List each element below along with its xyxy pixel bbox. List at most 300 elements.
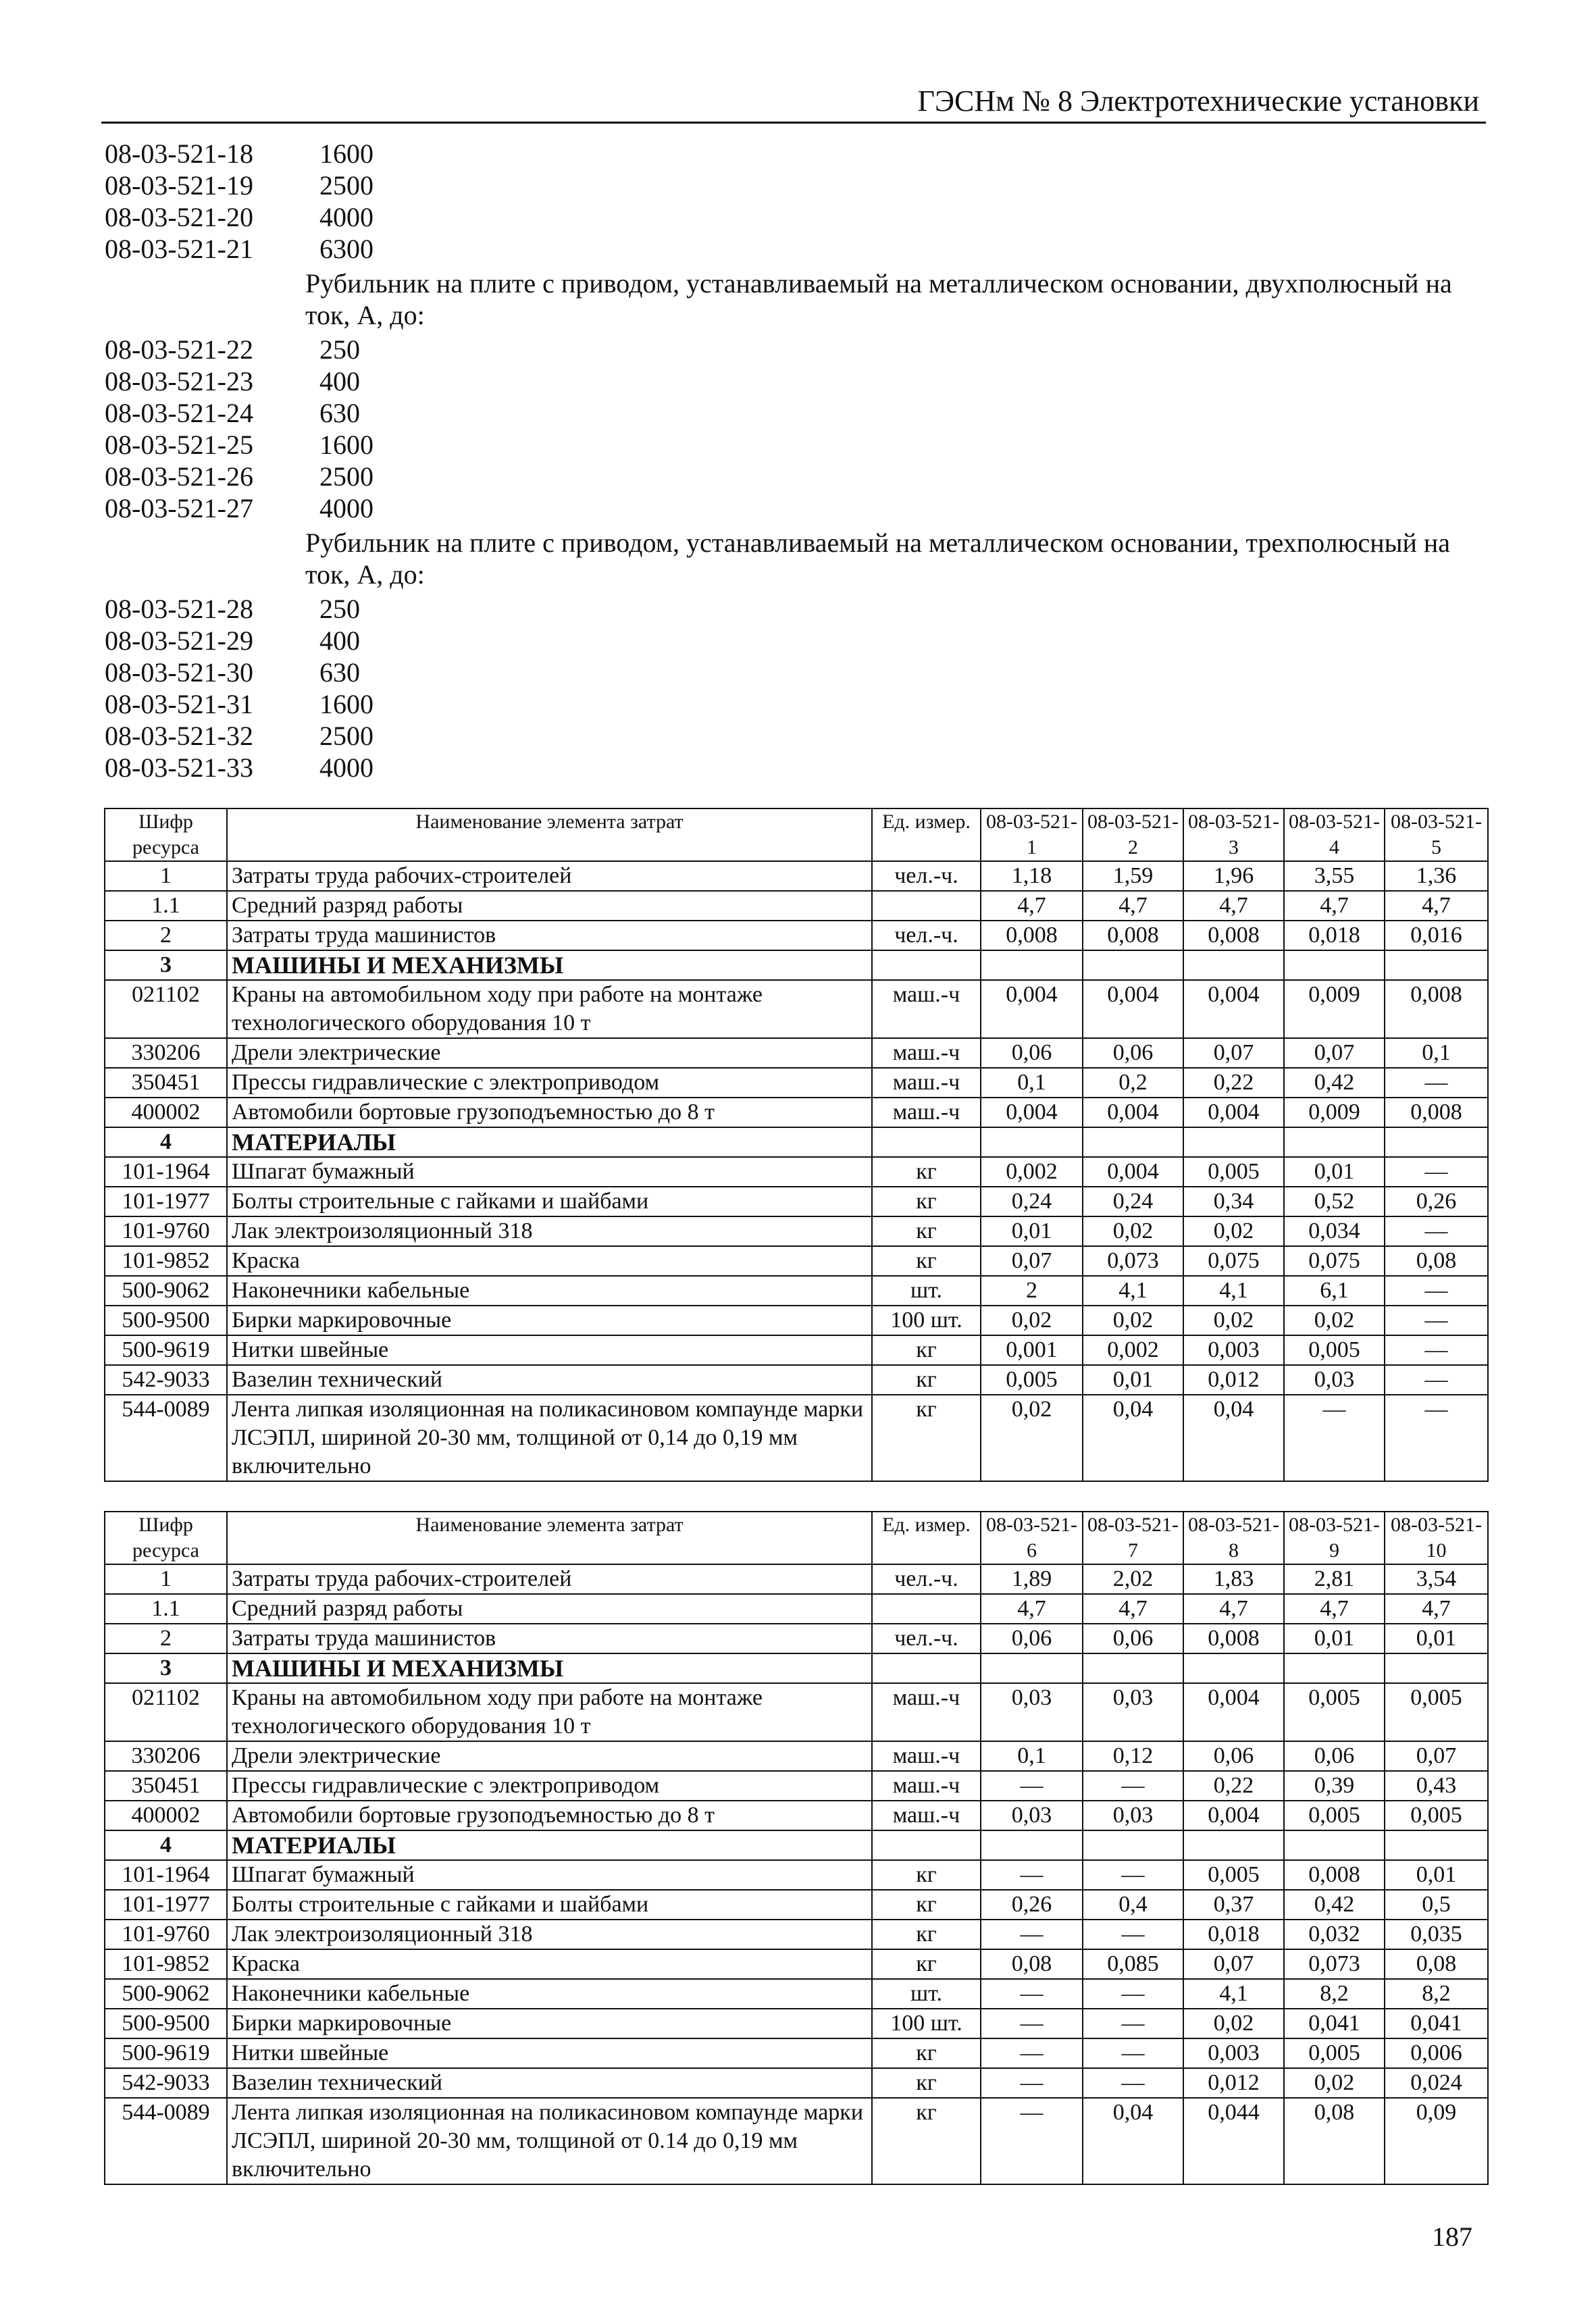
norm-value-cell: 0,002 — [981, 1157, 1083, 1187]
table-row — [105, 1860, 1488, 1890]
cost-element-cell: Бирки маркировочные — [227, 2009, 872, 2038]
norm-value-cell — [1385, 1653, 1488, 1683]
item-code: 08-03-521-22 — [105, 334, 253, 365]
cost-element-cell: Краны на автомобильном ходу при работе на монтаже технологического оборудования 10 т — [227, 1683, 872, 1741]
norm-value-cell: 0,002 — [1083, 1335, 1183, 1365]
unit-cell: маш.-ч — [872, 1741, 981, 1771]
norm-value-cell: 0,004 — [1183, 980, 1284, 1038]
cost-element-cell: Затраты труда рабочих-строителей — [227, 861, 872, 891]
table-row — [105, 1683, 1488, 1741]
cost-element-cell: Прессы гидравлические с электроприводом — [227, 1771, 872, 1801]
header-unit: Ед. измер. — [872, 1512, 981, 1564]
norm-value-cell: 0,005 — [1284, 1683, 1385, 1741]
list-item — [105, 334, 1489, 365]
item-value: 4000 — [319, 493, 374, 523]
norm-value-cell: — — [1083, 1920, 1183, 1949]
norm-value-cell: — — [981, 2038, 1083, 2068]
header-cost-element: Наименование элемента затрат — [227, 808, 872, 861]
item-code: 08-03-521-25 — [105, 430, 253, 460]
table-row — [105, 1216, 1488, 1246]
item-value: 1600 — [319, 689, 374, 719]
norm-value-cell: 0,04 — [1083, 1395, 1183, 1481]
table-row — [105, 1624, 1488, 1653]
cost-element-cell: МАТЕРИАЛЫ — [227, 1830, 872, 1860]
norm-value-cell: 4,7 — [1183, 891, 1284, 921]
table-section-row — [105, 950, 1488, 980]
list-item — [105, 688, 1489, 720]
norm-value-cell: 0,01 — [1284, 1157, 1385, 1187]
norm-value-cell: 0,5 — [1385, 1890, 1488, 1920]
unit-cell: кг — [872, 1365, 981, 1395]
norm-value-cell: 0,2 — [1083, 1068, 1183, 1098]
norm-value-cell: 0,01 — [1284, 1624, 1385, 1653]
list-item — [105, 657, 1489, 688]
unit-cell: кг — [872, 1395, 981, 1481]
norm-value-cell: 0,018 — [1183, 1920, 1284, 1949]
resource-code-cell: 500-9619 — [105, 1335, 227, 1365]
norm-value-cell — [1385, 950, 1488, 980]
item-value: 630 — [319, 398, 360, 428]
header-norm-5: 08-03-521-5 — [1385, 808, 1488, 861]
norm-value-cell: — — [981, 2098, 1083, 2184]
resource-code-cell: 101-9760 — [105, 1920, 227, 1949]
norm-value-cell: 0,03 — [1083, 1683, 1183, 1741]
cost-element-cell: Затраты труда машинистов — [227, 1624, 872, 1653]
norm-value-cell: 0,005 — [981, 1365, 1083, 1395]
list-item — [105, 625, 1489, 657]
norm-value-cell: 1,89 — [981, 1564, 1083, 1594]
header-norm-4: 08-03-521-9 — [1284, 1512, 1385, 1564]
norm-value-cell: 2,02 — [1083, 1564, 1183, 1594]
norm-value-cell: 0,001 — [981, 1335, 1083, 1365]
norm-value-cell — [1284, 1653, 1385, 1683]
resource-code-cell: 400002 — [105, 1098, 227, 1127]
norm-value-cell: 0,24 — [981, 1187, 1083, 1216]
cost-element-cell: Средний разряд работы — [227, 1594, 872, 1624]
norm-value-cell: 0,03 — [1083, 1801, 1183, 1830]
table-section-row — [105, 1127, 1488, 1157]
cost-element-cell: Краны на автомобильном ходу при работе на монтаже технологического оборудования 10 т — [227, 980, 872, 1038]
norm-value-cell: 0,004 — [1083, 1157, 1183, 1187]
cost-table-1 — [104, 808, 1489, 1482]
norm-value-cell: 0,044 — [1183, 2098, 1284, 2184]
norm-value-cell — [1083, 1127, 1183, 1157]
norm-value-cell: 4,1 — [1183, 1276, 1284, 1306]
norm-value-cell: — — [1385, 1276, 1488, 1306]
unit-cell: кг — [872, 1890, 981, 1920]
item-value: 400 — [319, 366, 360, 396]
table-row — [105, 1038, 1488, 1068]
cost-table-2 — [104, 1511, 1489, 2185]
norm-value-cell: — — [1083, 1979, 1183, 2009]
norm-value-cell: 4,1 — [1083, 1276, 1183, 1306]
item-value: 1600 — [319, 138, 374, 169]
norm-value-cell: — — [1083, 2009, 1183, 2038]
resource-code-cell: 101-9852 — [105, 1246, 227, 1276]
resource-code-cell: 1 — [105, 1564, 227, 1594]
norm-value-cell: 0,009 — [1284, 980, 1385, 1038]
norm-value-cell — [981, 1830, 1083, 1860]
norm-value-cell: — — [981, 2068, 1083, 2098]
norm-value-cell: — — [1385, 1306, 1488, 1335]
cost-element-cell: Автомобили бортовые грузоподъемностью до 8 т — [227, 1098, 872, 1127]
unit-cell: маш.-ч — [872, 1098, 981, 1127]
unit-cell: чел.-ч. — [872, 1624, 981, 1653]
norm-value-cell — [1183, 950, 1284, 980]
norm-value-cell: 0,02 — [1284, 2068, 1385, 2098]
norm-value-cell: 0,02 — [1083, 1216, 1183, 1246]
header-norm-1: 08-03-521-1 — [981, 808, 1083, 861]
norm-value-cell — [1385, 1830, 1488, 1860]
norm-value-cell: 3,54 — [1385, 1564, 1488, 1594]
table-row — [105, 1741, 1488, 1771]
norm-value-cell: 0,005 — [1284, 2038, 1385, 2068]
resource-code-cell: 2 — [105, 1624, 227, 1653]
resource-code-cell: 101-1964 — [105, 1860, 227, 1890]
resource-code-cell: 021102 — [105, 980, 227, 1038]
norm-value-cell: 0,07 — [1183, 1038, 1284, 1068]
unit-cell: кг — [872, 1246, 981, 1276]
table-row — [105, 1979, 1488, 2009]
norm-value-cell: 0,008 — [1284, 1860, 1385, 1890]
item-code: 08-03-521-29 — [105, 625, 253, 656]
table-row — [105, 1890, 1488, 1920]
resource-code-cell: 544-0089 — [105, 2098, 227, 2184]
item-code: 08-03-521-19 — [105, 170, 253, 201]
norm-value-cell: 0,008 — [1183, 1624, 1284, 1653]
header-norm-2: 08-03-521-2 — [1083, 808, 1183, 861]
table-row — [105, 1920, 1488, 1949]
item-value: 4000 — [319, 202, 374, 232]
table-row — [105, 2009, 1488, 2038]
norm-value-cell: 2,81 — [1284, 1564, 1385, 1594]
list-item — [105, 752, 1489, 783]
resource-code-cell: 500-9619 — [105, 2038, 227, 2068]
norm-value-cell: 0,005 — [1385, 1801, 1488, 1830]
list-item — [105, 492, 1489, 524]
item-code: 08-03-521-27 — [105, 493, 253, 523]
norm-value-cell — [1284, 1830, 1385, 1860]
group-description: Рубильник на плите с приводом, устанавливаемый на металлическом основании, трехполюсный на ток, А, до: — [305, 528, 1451, 590]
norm-value-cell: 0,018 — [1284, 921, 1385, 950]
unit-cell — [872, 1127, 981, 1157]
norm-value-cell: — — [1385, 1068, 1488, 1098]
table-row — [105, 1949, 1488, 1979]
norm-value-cell — [1385, 1127, 1488, 1157]
resource-code-cell: 500-9500 — [105, 1306, 227, 1335]
norm-value-cell — [1183, 1830, 1284, 1860]
norm-value-cell: 0,24 — [1083, 1187, 1183, 1216]
list-item — [105, 720, 1489, 752]
norm-value-cell: 0,06 — [1183, 1741, 1284, 1771]
resource-code-cell: 2 — [105, 921, 227, 950]
header-norm-1: 08-03-521-6 — [981, 1512, 1083, 1564]
norm-value-cell: 0,073 — [1083, 1246, 1183, 1276]
item-code: 08-03-521-24 — [105, 398, 253, 428]
norm-value-cell: 6,1 — [1284, 1276, 1385, 1306]
resource-code-cell: 101-9760 — [105, 1216, 227, 1246]
norm-value-cell: — — [981, 1920, 1083, 1949]
item-code: 08-03-521-33 — [105, 752, 253, 783]
table-row — [105, 2038, 1488, 2068]
norm-value-cell: 4,1 — [1183, 1979, 1284, 2009]
norm-value-cell: 1,83 — [1183, 1564, 1284, 1594]
norm-value-cell: — — [1385, 1335, 1488, 1365]
cost-element-cell: Затраты труда машинистов — [227, 921, 872, 950]
list-item — [105, 201, 1489, 233]
unit-cell: кг — [872, 1187, 981, 1216]
norm-value-cell — [1083, 1653, 1183, 1683]
norm-value-cell: 0,012 — [1183, 2068, 1284, 2098]
cost-element-cell: Нитки швейные — [227, 2038, 872, 2068]
norm-value-cell: 4,7 — [981, 891, 1083, 921]
header-norm-3: 08-03-521-3 — [1183, 808, 1284, 861]
table-section-row — [105, 1653, 1488, 1683]
table-row — [105, 1365, 1488, 1395]
item-code: 08-03-521-30 — [105, 657, 253, 688]
unit-cell: маш.-ч — [872, 980, 981, 1038]
norm-value-cell: 0,02 — [981, 1306, 1083, 1335]
norm-value-cell: 0,02 — [1183, 1216, 1284, 1246]
unit-cell: кг — [872, 2068, 981, 2098]
norm-value-cell: 0,22 — [1183, 1068, 1284, 1098]
table-row — [105, 1157, 1488, 1187]
norm-value-cell: 0,016 — [1385, 921, 1488, 950]
norm-value-cell: 0,08 — [1385, 1246, 1488, 1276]
unit-cell: кг — [872, 1920, 981, 1949]
norm-value-cell: 4,7 — [1284, 891, 1385, 921]
norm-value-cell: 0,1 — [981, 1068, 1083, 1098]
norm-value-cell: — — [1385, 1157, 1488, 1187]
table-row — [105, 980, 1488, 1038]
unit-cell: маш.-ч — [872, 1068, 981, 1098]
norm-value-cell: 0,012 — [1183, 1365, 1284, 1395]
norm-value-cell: 0,03 — [981, 1683, 1083, 1741]
resource-code-cell: 542-9033 — [105, 1365, 227, 1395]
cost-element-cell: Затраты труда рабочих-строителей — [227, 1564, 872, 1594]
norm-value-cell: 4,7 — [981, 1594, 1083, 1624]
norm-value-cell: 0,43 — [1385, 1771, 1488, 1801]
norm-value-cell: 0,07 — [1385, 1741, 1488, 1771]
norm-value-cell: 0,09 — [1385, 2098, 1488, 2184]
cost-element-cell: Дрели электрические — [227, 1038, 872, 1068]
cost-element-cell: Бирки маркировочные — [227, 1306, 872, 1335]
cost-element-cell: Краска — [227, 1949, 872, 1979]
item-value: 2500 — [319, 721, 374, 751]
norm-value-cell: — — [981, 2009, 1083, 2038]
norm-value-cell: 1,59 — [1083, 861, 1183, 891]
norm-value-cell — [1284, 950, 1385, 980]
cost-element-cell: Наконечники кабельные — [227, 1276, 872, 1306]
cost-element-cell: Автомобили бортовые грузоподъемностью до 8 т — [227, 1801, 872, 1830]
cost-element-cell: МАШИНЫ И МЕХАНИЗМЫ — [227, 950, 872, 980]
header-resource-code: Шифр ресурса — [105, 808, 227, 861]
item-code: 08-03-521-23 — [105, 366, 253, 396]
cost-element-cell: Болты строительные с гайками и шайбами — [227, 1187, 872, 1216]
unit-cell — [872, 1594, 981, 1624]
unit-cell: чел.-ч. — [872, 921, 981, 950]
norm-value-cell: 4,7 — [1284, 1594, 1385, 1624]
table-row — [105, 2068, 1488, 2098]
table-row — [105, 1068, 1488, 1098]
item-value: 400 — [319, 625, 360, 656]
cost-element-cell: МАТЕРИАЛЫ — [227, 1127, 872, 1157]
item-value: 630 — [319, 657, 360, 688]
norm-value-cell: 0,004 — [1183, 1098, 1284, 1127]
norm-value-cell: 0,02 — [1284, 1306, 1385, 1335]
norm-value-cell: 0,39 — [1284, 1771, 1385, 1801]
norm-value-cell: 0,073 — [1284, 1949, 1385, 1979]
norm-value-cell: — — [981, 1860, 1083, 1890]
norm-value-cell: 1,18 — [981, 861, 1083, 891]
header-norm-3: 08-03-521-8 — [1183, 1512, 1284, 1564]
norm-value-cell: 0,06 — [1284, 1741, 1385, 1771]
norm-value-cell: 0,008 — [1385, 980, 1488, 1038]
unit-cell: кг — [872, 1216, 981, 1246]
header-norm-5: 08-03-521-10 — [1385, 1512, 1488, 1564]
norm-value-cell: 0,08 — [1385, 1949, 1488, 1979]
norm-value-cell: 0,075 — [1284, 1246, 1385, 1276]
resource-code-cell: 4 — [105, 1830, 227, 1860]
norm-value-cell: 0,004 — [981, 980, 1083, 1038]
norm-value-cell: — — [981, 1979, 1083, 2009]
table-row — [105, 1335, 1488, 1365]
norm-value-cell: 0,03 — [981, 1801, 1083, 1830]
norm-value-cell — [1083, 1830, 1183, 1860]
norm-value-cell: 0,1 — [1385, 1038, 1488, 1068]
table-row — [105, 921, 1488, 950]
header-cost-element: Наименование элемента затрат — [227, 1512, 872, 1564]
page-header — [101, 80, 1486, 124]
norm-value-cell — [981, 1653, 1083, 1683]
table-row — [105, 1306, 1488, 1335]
cost-element-cell: Болты строительные с гайками и шайбами — [227, 1890, 872, 1920]
unit-cell: 100 шт. — [872, 1306, 981, 1335]
norm-value-cell — [1183, 1653, 1284, 1683]
item-code: 08-03-521-26 — [105, 461, 253, 492]
norm-value-cell: 2 — [981, 1276, 1083, 1306]
resource-code-cell: 1.1 — [105, 891, 227, 921]
table-row — [105, 2098, 1488, 2184]
unit-cell: чел.-ч. — [872, 1564, 981, 1594]
resource-code-cell: 500-9500 — [105, 2009, 227, 2038]
unit-cell: 100 шт. — [872, 2009, 981, 2038]
unit-cell: кг — [872, 1335, 981, 1365]
resource-code-cell: 500-9062 — [105, 1979, 227, 2009]
item-value: 2500 — [319, 461, 374, 492]
norm-value-cell: — — [1385, 1365, 1488, 1395]
unit-cell: кг — [872, 2098, 981, 2184]
resource-code-cell: 1 — [105, 861, 227, 891]
unit-cell: маш.-ч — [872, 1771, 981, 1801]
norm-value-cell — [1183, 1127, 1284, 1157]
norm-value-cell: 0,07 — [981, 1246, 1083, 1276]
resource-code-cell: 350451 — [105, 1068, 227, 1098]
resource-code-cell: 542-9033 — [105, 2068, 227, 2098]
norm-value-cell: 0,01 — [1385, 1860, 1488, 1890]
norm-value-cell: — — [1385, 1216, 1488, 1246]
cost-element-cell: Средний разряд работы — [227, 891, 872, 921]
norm-value-cell: 0,22 — [1183, 1771, 1284, 1801]
item-value: 2500 — [319, 170, 374, 201]
item-code: 08-03-521-20 — [105, 202, 253, 232]
cost-element-cell: Лента липкая изоляционная на поликасиновом компаунде марки ЛСЭПЛ, шириной 20-30 мм, толщиной от 0,14 до 0,19 мм включительно — [227, 1395, 872, 1481]
norm-value-cell: 0,004 — [1083, 980, 1183, 1038]
norm-value-cell: 0,4 — [1083, 1890, 1183, 1920]
norm-value-cell: 0,035 — [1385, 1920, 1488, 1949]
norm-value-cell: 0,06 — [1083, 1624, 1183, 1653]
table-row — [105, 1771, 1488, 1801]
code-list — [105, 138, 1489, 783]
unit-cell — [872, 891, 981, 921]
norm-value-cell: 0,005 — [1284, 1801, 1385, 1830]
cost-element-cell: Дрели электрические — [227, 1741, 872, 1771]
table-row — [105, 1187, 1488, 1216]
norm-value-cell: 0,04 — [1183, 1395, 1284, 1481]
header-norm-2: 08-03-521-7 — [1083, 1512, 1183, 1564]
norm-value-cell: 4,7 — [1385, 1594, 1488, 1624]
table-row — [105, 1801, 1488, 1830]
resource-code-cell: 4 — [105, 1127, 227, 1157]
norm-value-cell — [981, 1127, 1083, 1157]
norm-value-cell: 0,003 — [1183, 2038, 1284, 2068]
norm-value-cell — [981, 950, 1083, 980]
unit-cell: чел.-ч. — [872, 861, 981, 891]
item-value: 1600 — [319, 430, 374, 460]
cost-element-cell: Вазелин технический — [227, 1365, 872, 1395]
norm-value-cell: 0,005 — [1183, 1860, 1284, 1890]
table-row — [105, 1395, 1488, 1481]
header-title: ГЭСНм № 8 Электротехнические установки — [917, 84, 1479, 118]
table-row — [105, 1246, 1488, 1276]
norm-value-cell: 4,7 — [1183, 1594, 1284, 1624]
resource-code-cell: 330206 — [105, 1741, 227, 1771]
table-section-row — [105, 1830, 1488, 1860]
list-item — [105, 397, 1489, 429]
norm-value-cell: 0,004 — [1183, 1801, 1284, 1830]
norm-value-cell: 0,041 — [1284, 2009, 1385, 2038]
cost-element-cell: МАШИНЫ И МЕХАНИЗМЫ — [227, 1653, 872, 1683]
norm-value-cell: 0,004 — [1183, 1683, 1284, 1741]
cost-element-cell: Наконечники кабельные — [227, 1979, 872, 2009]
norm-value-cell: — — [1083, 1771, 1183, 1801]
norm-value-cell: 8,2 — [1385, 1979, 1488, 2009]
norm-value-cell: 0,032 — [1284, 1920, 1385, 1949]
norm-value-cell: — — [1083, 1860, 1183, 1890]
norm-value-cell: 0,01 — [1083, 1365, 1183, 1395]
table-row — [105, 1276, 1488, 1306]
resource-code-cell: 500-9062 — [105, 1276, 227, 1306]
cost-element-cell: Шпагат бумажный — [227, 1860, 872, 1890]
norm-value-cell: 0,42 — [1284, 1890, 1385, 1920]
table-row — [105, 1594, 1488, 1624]
norm-value-cell: 0,06 — [1083, 1038, 1183, 1068]
header-unit: Ед. измер. — [872, 808, 981, 861]
list-item — [105, 461, 1489, 492]
item-value: 4000 — [319, 752, 374, 783]
resource-code-cell: 101-1977 — [105, 1187, 227, 1216]
unit-cell: шт. — [872, 1979, 981, 2009]
list-item — [105, 233, 1489, 265]
norm-value-cell: 0,004 — [1083, 1098, 1183, 1127]
norm-value-cell: 0,075 — [1183, 1246, 1284, 1276]
resource-code-cell: 3 — [105, 950, 227, 980]
norm-value-cell: 4,7 — [1083, 891, 1183, 921]
norm-value-cell — [1083, 950, 1183, 980]
list-item — [105, 138, 1489, 170]
resource-code-cell: 350451 — [105, 1771, 227, 1801]
norm-value-cell: 0,008 — [1083, 921, 1183, 950]
